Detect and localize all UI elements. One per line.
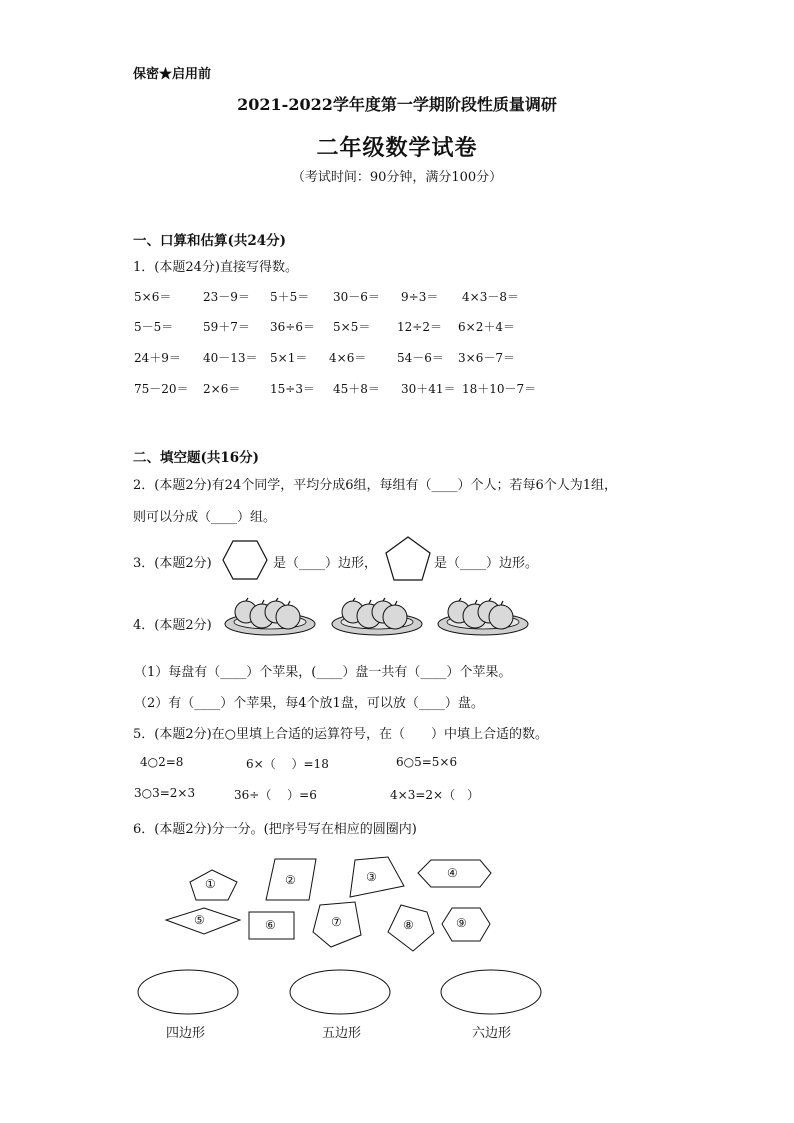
shape-label: ⑨	[456, 916, 467, 930]
calc-item: 5×6＝	[134, 290, 172, 304]
confidential-mark: 保密★启用前	[133, 67, 212, 82]
calc-item: 40－13＝	[203, 351, 258, 365]
calc-item: 45＋8＝	[333, 382, 380, 396]
section2-heading: 二、填空题(共16分)	[133, 450, 260, 466]
category-oval	[290, 970, 390, 1014]
calc-item: 5×1＝	[270, 351, 308, 365]
q5-prompt: 5．(本题2分)在○里填上合适的运算符号，在（ ）中填上合适的数。	[133, 727, 549, 742]
calc-item: 30＋41＝	[401, 382, 456, 396]
q1-prompt: 1．(本题24分)直接写得数。	[133, 260, 298, 275]
q3-mid: 是（____）边形，	[273, 556, 378, 571]
category-oval	[138, 970, 238, 1014]
shape-label: ⑤	[194, 913, 205, 927]
calc-item: 24＋9＝	[134, 351, 181, 365]
section1-heading: 一、口算和估算(共24分)	[133, 233, 287, 249]
shape-label: ②	[285, 873, 296, 887]
calc-item: 36÷6＝	[270, 320, 315, 334]
calc-item: 5＋5＝	[270, 290, 310, 304]
shape-label: ①	[205, 877, 216, 891]
category-oval	[441, 970, 541, 1014]
category-label-pentagon: 五边形	[322, 1026, 362, 1041]
calc-item: 18＋10－7＝	[462, 382, 537, 396]
calc-item: 9÷3＝	[401, 290, 439, 304]
q4-part2: （2）有（____）个苹果，每4个放1盘，可以放（____）盘。	[134, 696, 484, 711]
calc-item: 4×3－8＝	[462, 290, 519, 304]
q5-item: 3○3=2×3	[134, 786, 196, 800]
shape-3-quadrilateral	[350, 857, 404, 897]
category-label-quadrilateral: 四边形	[166, 1026, 206, 1041]
shape-label: ⑦	[331, 915, 342, 929]
shape-label: ③	[366, 870, 377, 884]
q4-part1: （1）每盘有（____）个苹果，(____）盘一共有（____）个苹果。	[134, 665, 512, 680]
calc-item: 5－5＝	[134, 320, 174, 334]
calc-item: 12÷2＝	[397, 320, 442, 334]
exam-time-info: （考试时间：90分钟，满分100分）	[291, 170, 503, 185]
q3-end: 是（____）边形。	[434, 556, 539, 571]
q5-item: 36÷（ ）=6	[234, 788, 317, 802]
q3-prefix: 3．(本题2分)	[133, 556, 212, 571]
category-label-hexagon: 六边形	[472, 1026, 512, 1041]
calc-item: 54－6＝	[397, 351, 444, 365]
exam-main-title: 二年级数学试卷	[316, 135, 478, 161]
calc-item: 15÷3＝	[270, 382, 315, 396]
calc-item: 75－20＝	[134, 382, 189, 396]
calc-item: 6×2＋4＝	[458, 320, 515, 334]
q5-item: 4×3=2×（ ）	[390, 788, 480, 802]
shape-label: ⑧	[403, 918, 414, 932]
calc-item: 3×6－7＝	[458, 351, 515, 365]
calc-item: 4×6＝	[329, 351, 367, 365]
calc-item: 23－9＝	[203, 290, 250, 304]
q2-line1: 2．(本题2分)有24个同学，平均分成6组，每组有（____）个人；若每6个人为1组，	[133, 478, 618, 493]
q4-prefix: 4．(本题2分)	[133, 618, 212, 633]
q5-item: 6○5=5×6	[396, 755, 458, 769]
calc-item: 30－6＝	[333, 290, 380, 304]
q6-prompt: 6．(本题2分)分一分。(把序号写在相应的圆圈内)	[133, 822, 417, 837]
calc-item: 2×6＝	[203, 382, 241, 396]
shape-label: ⑥	[265, 918, 276, 932]
exam-period-title: 2021-2022学年度第一学期阶段性质量调研	[237, 95, 557, 114]
calc-item: 59＋7＝	[203, 320, 250, 334]
q5-item: 6×（ ）=18	[246, 757, 329, 771]
q5-item: 4○2=8	[140, 755, 184, 769]
calc-item: 5×5＝	[333, 320, 371, 334]
q2-line2: 则可以分成（____）组。	[133, 510, 277, 525]
shape-label: ④	[447, 866, 458, 880]
